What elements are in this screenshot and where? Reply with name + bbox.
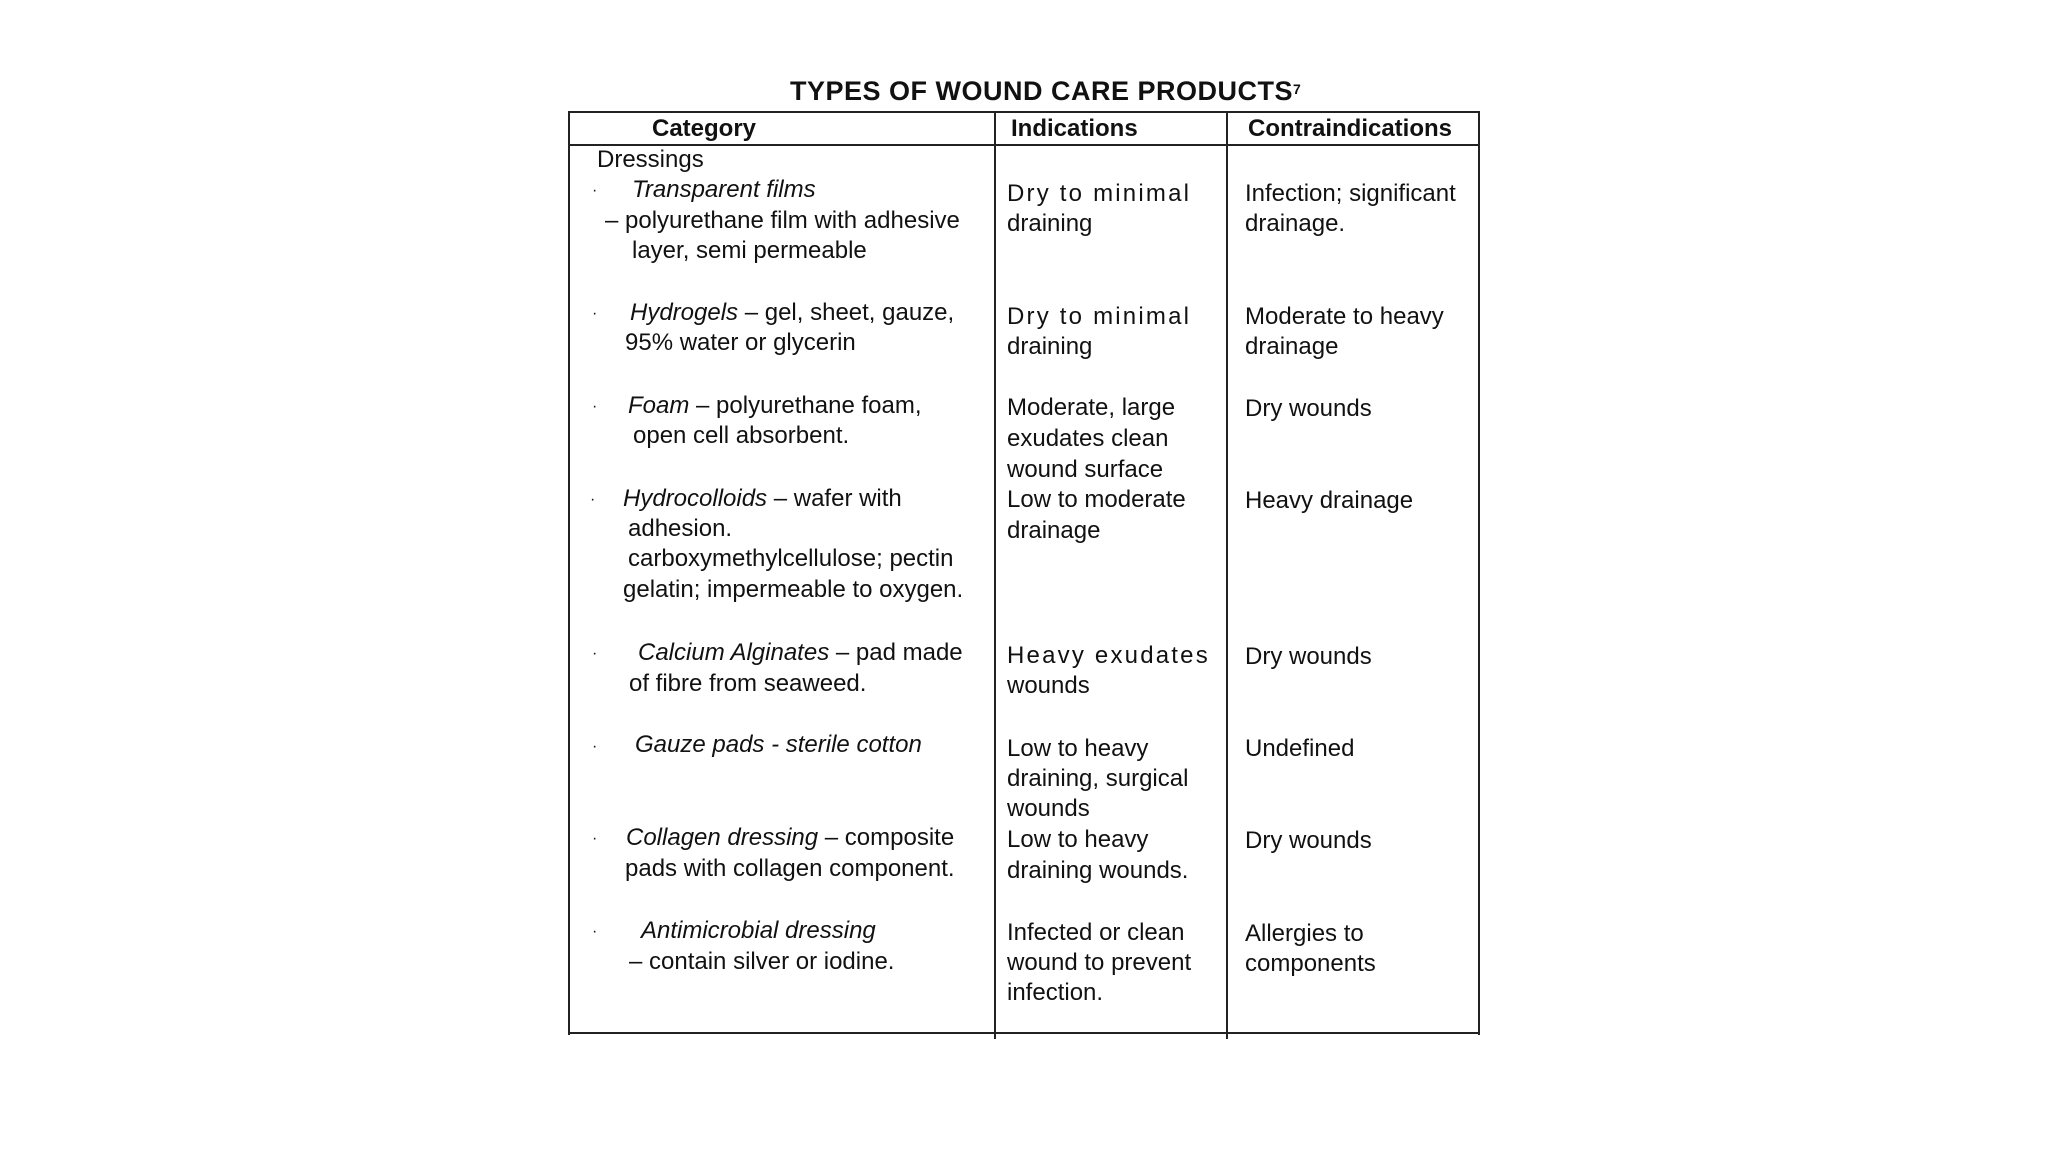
indication-text: Dry to minimal <box>1007 303 1192 330</box>
contraindication-text: drainage. <box>1245 210 1346 237</box>
indication-text: wounds <box>1007 795 1090 822</box>
indication-text: infection. <box>1007 979 1104 1006</box>
category-name: Antimicrobial dressing <box>641 917 876 944</box>
category-desc: gelatin; impermeable to oxygen. <box>623 576 964 603</box>
category-desc: 95% water or glycerin <box>625 329 856 356</box>
bullet: · <box>592 305 598 322</box>
indication-text: draining wounds. <box>1007 857 1189 884</box>
indication-text: draining, surgical <box>1007 765 1189 792</box>
category-desc: layer, semi permeable <box>632 237 867 264</box>
category-name: Hydrogels – gel, sheet, gauze, <box>630 299 955 326</box>
indication-text: Dry to minimal <box>1007 180 1192 207</box>
document-title <box>790 74 1301 108</box>
category-desc: open cell absorbent. <box>633 422 850 449</box>
bullet: · <box>592 182 598 199</box>
contraindication-text: Dry wounds <box>1245 827 1372 854</box>
contraindication-text: Allergies to <box>1245 920 1364 947</box>
indication-text: draining <box>1007 210 1093 237</box>
header-category: Category <box>652 115 757 142</box>
contraindication-text: Infection; significant <box>1245 180 1456 207</box>
bullet: · <box>592 830 598 847</box>
contraindication-text: Moderate to heavy <box>1245 303 1444 330</box>
table-bottom-border <box>568 1032 1480 1034</box>
indication-text: exudates clean <box>1007 425 1169 452</box>
bullet: · <box>592 923 598 940</box>
category-name: Collagen dressing – composite <box>626 824 955 851</box>
contraindication-text: Undefined <box>1245 735 1355 762</box>
category-name: Gauze pads - sterile cotton <box>635 731 922 758</box>
bullet: · <box>590 491 596 508</box>
indication-text: wounds <box>1007 672 1090 699</box>
contraindication-text: drainage <box>1245 333 1339 360</box>
indication-text: Low to heavy <box>1007 826 1149 853</box>
indication-text: draining <box>1007 333 1093 360</box>
header-indications: Indications <box>1011 115 1138 142</box>
column-divider <box>1226 113 1228 1039</box>
indication-text: wound surface <box>1007 456 1164 483</box>
indication-text: wound to prevent <box>1007 949 1192 976</box>
bullet: · <box>592 645 598 662</box>
category-desc: carboxymethylcellulose; pectin <box>628 545 954 572</box>
category-desc: – polyurethane film with adhesive <box>605 207 960 234</box>
indication-text: drainage <box>1007 517 1101 544</box>
column-divider <box>994 113 996 1039</box>
category-desc: adhesion. <box>628 515 733 542</box>
indication-text: Low to heavy <box>1007 735 1149 762</box>
indication-text: Heavy exudates <box>1007 642 1210 669</box>
bullet: · <box>592 398 598 415</box>
contraindication-text: Heavy drainage <box>1245 487 1414 514</box>
category-desc: pads with collagen component. <box>625 855 955 882</box>
contraindication-text: Dry wounds <box>1245 643 1372 670</box>
category-name: Foam – polyurethane foam, <box>628 392 922 419</box>
title-text: TYPES OF WOUND CARE PRODUCTS <box>790 76 1294 106</box>
category-desc: – contain silver or iodine. <box>629 948 895 975</box>
category-desc: of fibre from seaweed. <box>629 670 867 697</box>
bullet: · <box>592 738 598 755</box>
wound-care-table <box>568 111 1480 1035</box>
indication-text: Moderate, large <box>1007 394 1176 421</box>
indication-text: Low to moderate <box>1007 486 1186 513</box>
header-contraindications: Contraindications <box>1248 115 1453 142</box>
section-label: Dressings <box>597 146 704 173</box>
category-name: Transparent films <box>632 176 816 203</box>
indication-text: Infected or clean <box>1007 919 1185 946</box>
category-name: Hydrocolloids – wafer with <box>623 485 902 512</box>
title-footnote-ref: 7 <box>1293 81 1302 97</box>
contraindication-text: Dry wounds <box>1245 395 1372 422</box>
category-name: Calcium Alginates – pad made <box>638 639 963 666</box>
contraindication-text: components <box>1245 950 1376 977</box>
